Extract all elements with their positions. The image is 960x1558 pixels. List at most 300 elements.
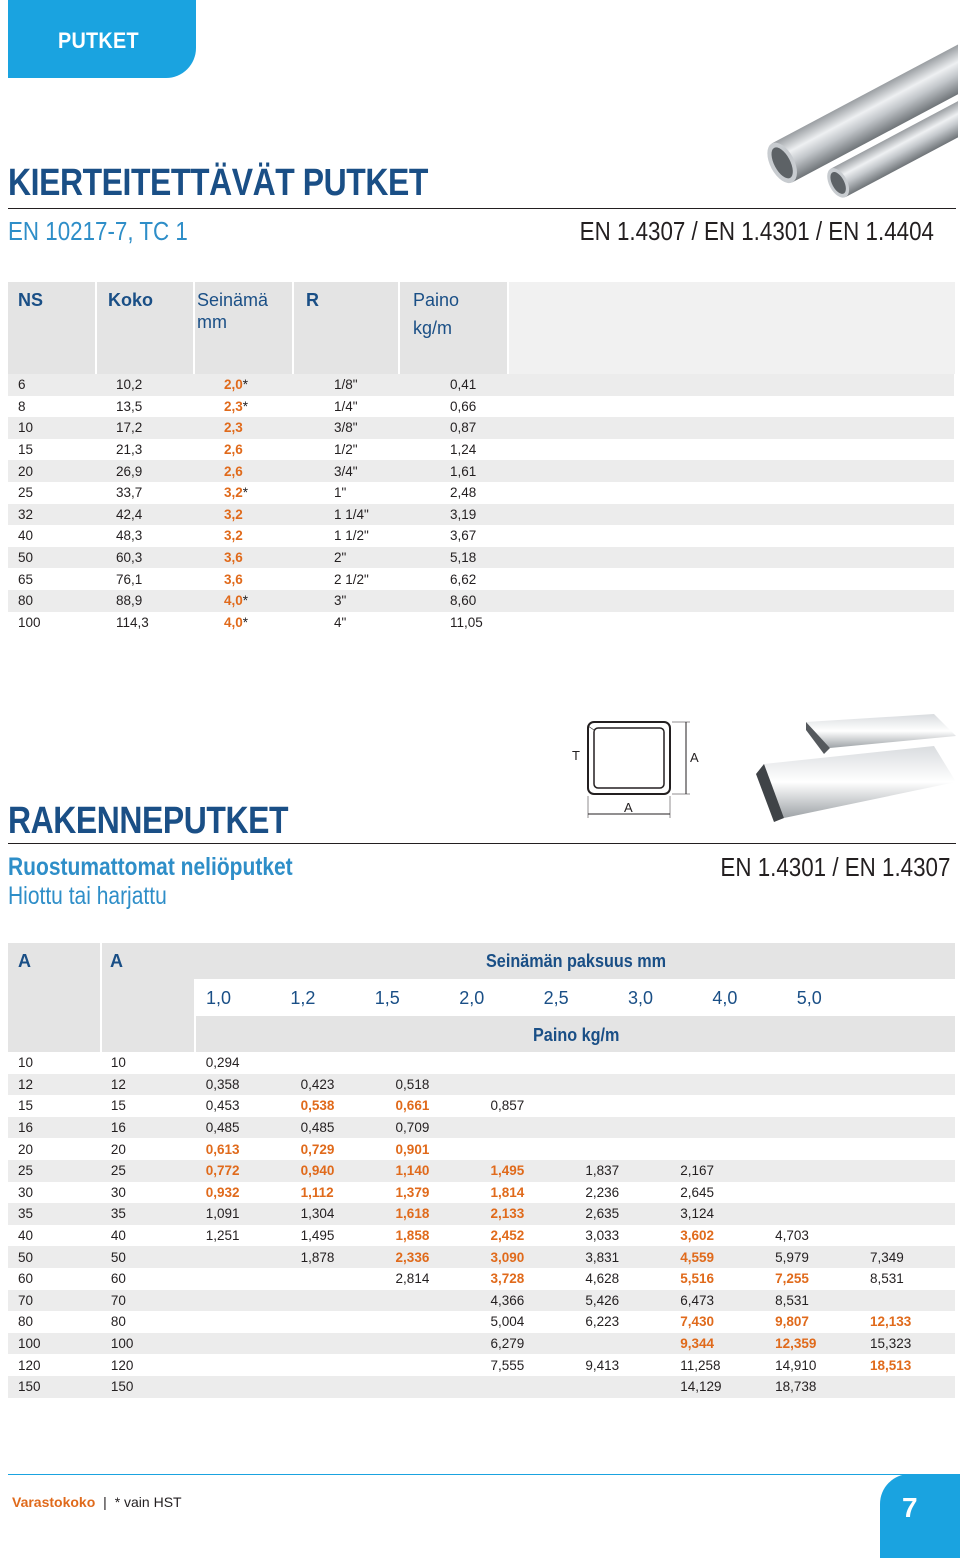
table-cell: 0,940 xyxy=(291,1160,386,1182)
table-cell: 20 xyxy=(18,1141,34,1157)
table-cell: 30 xyxy=(18,1184,34,1200)
table-cell: 40 xyxy=(18,1228,34,1244)
table-cell: 3,67 xyxy=(450,528,477,544)
section2-title: RAKENNEPUTKET xyxy=(8,800,289,842)
table-cell: 5,426 xyxy=(575,1290,670,1312)
table-cell xyxy=(575,1095,670,1117)
thickness-label: 4,0 xyxy=(712,988,738,1008)
table-cell: 0,857 xyxy=(490,1098,525,1114)
table-cell: 42,4 xyxy=(106,504,214,526)
table-cell: 12,359 xyxy=(765,1333,860,1355)
table-cell xyxy=(670,1117,765,1139)
table-cell-empty xyxy=(550,460,954,482)
table-cell: 0,613 xyxy=(205,1141,240,1157)
table-row xyxy=(8,1117,955,1139)
table-cell: 80 xyxy=(110,1314,126,1330)
table1 xyxy=(8,374,954,633)
table-cell xyxy=(291,1311,386,1333)
table-cell: 50 xyxy=(8,1246,101,1268)
table-row xyxy=(8,1246,955,1268)
table-cell xyxy=(765,1095,860,1117)
table-cell: 2,0* xyxy=(214,374,324,396)
table-cell xyxy=(196,1311,291,1333)
section-tab xyxy=(8,0,196,78)
table-cell: 25 xyxy=(8,1160,101,1182)
table-cell: 0,729 xyxy=(300,1141,335,1157)
table-cell: 0,294 xyxy=(205,1055,240,1071)
table-cell: 3,728 xyxy=(490,1271,525,1287)
table-cell: 150 xyxy=(8,1376,101,1398)
table-cell-empty xyxy=(550,439,954,461)
table-cell xyxy=(670,1052,765,1074)
table-cell xyxy=(386,1333,481,1355)
table-cell: 1,112 xyxy=(300,1184,334,1200)
table-cell: 50 xyxy=(101,1246,196,1268)
table-cell: 7,349 xyxy=(860,1246,955,1268)
table2 xyxy=(8,1052,955,1398)
table-cell: 60 xyxy=(110,1271,126,1287)
table-cell: 2,48 xyxy=(450,485,477,501)
section2-rule xyxy=(8,843,956,844)
square-tube-diagram xyxy=(566,716,712,820)
table1-divider xyxy=(193,282,195,374)
table-cell: 1 1/4" xyxy=(324,504,440,526)
table2-divider xyxy=(100,943,102,1052)
table-cell: 35 xyxy=(101,1203,196,1225)
table-cell: 3,2 xyxy=(224,528,243,544)
table1-divider xyxy=(292,282,294,374)
page-number-box xyxy=(880,1474,960,1558)
table-cell: 2,133 xyxy=(480,1203,575,1225)
section2-standard: EN 1.4301 / EN 1.4307 xyxy=(720,852,950,882)
table-cell xyxy=(670,1074,765,1096)
table-cell xyxy=(386,1052,481,1074)
table-cell xyxy=(860,1290,955,1312)
table-cell: 0,485 xyxy=(196,1117,291,1139)
table-cell: 1,878 xyxy=(291,1246,386,1268)
col-ns: NS xyxy=(18,290,44,310)
table-cell: 100 xyxy=(18,614,41,630)
table-row xyxy=(8,1074,955,1096)
table-cell xyxy=(480,1117,575,1139)
table-cell-empty xyxy=(550,482,954,504)
table-cell: 0,485 xyxy=(291,1117,386,1139)
table-cell: 15 xyxy=(18,442,34,458)
table-cell: 12 xyxy=(8,1074,101,1096)
table-cell: 1,24 xyxy=(450,442,477,458)
footer-stock-label: Varastokoko xyxy=(12,1494,96,1510)
table-cell: 3" xyxy=(324,590,440,612)
table-cell: 15 xyxy=(110,1098,126,1114)
table-cell: 30 xyxy=(110,1184,126,1200)
table-cell xyxy=(196,1354,291,1376)
table-cell: 60 xyxy=(18,1271,34,1287)
table-cell xyxy=(765,1138,860,1160)
table-cell: 2,814 xyxy=(395,1271,430,1287)
col-a1: A xyxy=(18,951,31,971)
table-cell xyxy=(480,1376,575,1398)
table-cell: 5,979 xyxy=(765,1246,860,1268)
table-cell: 70 xyxy=(8,1290,101,1312)
col-a2: A xyxy=(110,951,123,971)
table-cell: 9,807 xyxy=(775,1314,809,1330)
table-row xyxy=(8,547,954,569)
table-row xyxy=(8,568,954,590)
table-cell: 1,140 xyxy=(386,1160,481,1182)
table-cell: 32 xyxy=(8,504,106,526)
table-cell xyxy=(291,1376,386,1398)
table-cell: 0,87 xyxy=(440,417,550,439)
table-cell: 21,3 xyxy=(116,442,143,458)
table-row xyxy=(8,1203,955,1225)
diagram-label-t: T xyxy=(572,748,580,763)
table-cell xyxy=(765,1052,860,1074)
square-tubes-image xyxy=(734,708,956,828)
table-cell: 2,635 xyxy=(575,1203,670,1225)
table-cell: 2,236 xyxy=(585,1184,620,1200)
table-cell: 0,661 xyxy=(395,1098,430,1114)
thickness-label: 1,5 xyxy=(374,988,400,1008)
table-cell: 3,033 xyxy=(585,1228,620,1244)
table-cell: 8 xyxy=(18,398,26,414)
table-cell: 2,3* xyxy=(224,398,249,414)
table-cell: 60,3 xyxy=(106,547,214,569)
section2-subtitle2: Hiottu tai harjattu xyxy=(8,882,167,910)
table-row xyxy=(8,504,954,526)
table-cell-empty xyxy=(550,396,954,418)
table-cell: 33,7 xyxy=(116,485,143,501)
table2-divider xyxy=(194,979,196,1052)
table-cell: 18,513 xyxy=(870,1357,912,1373)
table-cell: 3,831 xyxy=(575,1246,670,1268)
table1-divider xyxy=(398,282,400,374)
thickness-label: 5,0 xyxy=(796,988,822,1008)
table-cell xyxy=(196,1246,291,1268)
table-cell: 1,091 xyxy=(196,1203,291,1225)
table-row xyxy=(8,1052,955,1074)
table-cell: 12 xyxy=(101,1074,196,1096)
table-cell: 0,538 xyxy=(300,1098,335,1114)
table-cell xyxy=(291,1290,386,1312)
table-cell xyxy=(765,1074,860,1096)
table-row xyxy=(8,417,954,439)
table-cell: 120 xyxy=(18,1357,41,1373)
table-cell: 0,772 xyxy=(196,1160,291,1182)
table-cell: 4,0* xyxy=(214,590,324,612)
table-cell xyxy=(196,1268,291,1290)
table-cell: 35 xyxy=(8,1203,101,1225)
table-cell-empty xyxy=(550,504,954,526)
table-cell: 70 xyxy=(101,1290,196,1312)
group-header: Seinämän paksuus mm xyxy=(486,951,667,971)
table-cell: 6 xyxy=(8,374,106,396)
table-cell: 8,531 xyxy=(765,1290,860,1312)
table-cell: 25 xyxy=(18,485,34,501)
table-cell: 2,645 xyxy=(680,1184,715,1200)
table-row xyxy=(8,525,954,547)
table-row xyxy=(8,1182,955,1204)
table-cell: 0,709 xyxy=(386,1117,481,1139)
col-seinama: Seinämä xyxy=(197,290,269,310)
table-cell xyxy=(575,1138,670,1160)
table-cell: 1/8" xyxy=(324,374,440,396)
table-cell: 14,910 xyxy=(775,1357,817,1373)
table-cell: 0,453 xyxy=(205,1098,240,1114)
table-cell: 11,05 xyxy=(450,614,483,630)
table-cell: 1,379 xyxy=(395,1184,430,1200)
table-cell xyxy=(670,1138,765,1160)
table-cell: 1,618 xyxy=(386,1203,481,1225)
table-cell-empty xyxy=(550,374,954,396)
table-cell: 3/8" xyxy=(324,417,440,439)
table-cell: 40 xyxy=(18,528,34,544)
table-row xyxy=(8,1376,955,1398)
table-cell xyxy=(765,1182,860,1204)
table-cell: 1,495 xyxy=(300,1228,335,1244)
table-row xyxy=(8,1160,955,1182)
table-cell xyxy=(765,1160,860,1182)
table-row xyxy=(8,1354,955,1376)
table-cell: 4,628 xyxy=(585,1271,620,1287)
table-cell: 2,336 xyxy=(386,1246,481,1268)
table-cell: 3,6 xyxy=(214,547,324,569)
table-cell xyxy=(860,1074,955,1096)
table-cell: 0,41 xyxy=(440,374,550,396)
table-cell: 5,18 xyxy=(440,547,550,569)
table-cell: 0,358 xyxy=(196,1074,291,1096)
table-cell: 0,423 xyxy=(291,1074,386,1096)
table-cell: 15,323 xyxy=(860,1333,955,1355)
table-cell: 3,6 xyxy=(224,571,243,587)
table-cell: 13,5 xyxy=(116,398,143,414)
table-cell: 40 xyxy=(110,1228,126,1244)
table-cell xyxy=(575,1117,670,1139)
footer-hst-note: * vain HST xyxy=(114,1494,182,1510)
table-cell: 2" xyxy=(324,547,440,569)
table-cell xyxy=(575,1074,670,1096)
table-cell: 3,19 xyxy=(440,504,550,526)
col-paino: Paino xyxy=(413,290,460,310)
table-cell: 0,66 xyxy=(450,398,477,414)
table-cell: 7,255 xyxy=(775,1271,809,1287)
table-row xyxy=(8,439,954,461)
table-cell-empty xyxy=(550,568,954,590)
table-cell: 1,837 xyxy=(575,1160,670,1182)
table-row xyxy=(8,612,954,634)
table-cell xyxy=(670,1095,765,1117)
thickness-label: 3,0 xyxy=(628,988,654,1008)
table-cell: 1,61 xyxy=(440,460,550,482)
table-cell-empty xyxy=(550,590,954,612)
col-r: R xyxy=(306,290,319,310)
table-cell: 1/4" xyxy=(334,398,358,414)
table-cell: 4,0* xyxy=(224,614,249,630)
table-cell xyxy=(860,1203,955,1225)
table-cell xyxy=(765,1117,860,1139)
col-seinama-unit: mm xyxy=(197,312,227,332)
table-cell xyxy=(196,1376,291,1398)
table-cell xyxy=(860,1160,955,1182)
table-cell: 10 xyxy=(8,417,106,439)
table1-divider xyxy=(95,282,97,374)
table-cell: 7,430 xyxy=(680,1314,715,1330)
table-cell: 18,738 xyxy=(765,1376,860,1398)
table-cell xyxy=(291,1354,386,1376)
table-cell: 0,932 xyxy=(205,1184,240,1200)
footer-note xyxy=(12,1494,182,1510)
table-row xyxy=(8,396,954,418)
footer-separator: | xyxy=(103,1494,107,1510)
table-cell: 16 xyxy=(8,1117,101,1139)
table-cell: 1,304 xyxy=(291,1203,386,1225)
table-cell: 12,133 xyxy=(870,1314,912,1330)
table-cell: 16 xyxy=(101,1117,196,1139)
table-cell: 3,602 xyxy=(680,1228,715,1244)
table-cell xyxy=(575,1333,670,1355)
table-cell: 150 xyxy=(101,1376,196,1398)
table-cell: 100 xyxy=(101,1333,196,1355)
table-row xyxy=(8,1311,955,1333)
table-cell: 0,901 xyxy=(395,1141,430,1157)
table-row xyxy=(8,1290,955,1312)
table-cell: 5,516 xyxy=(680,1271,715,1287)
table-cell: 1,251 xyxy=(205,1228,240,1244)
table-cell: 2,167 xyxy=(670,1160,765,1182)
table-cell: 6,62 xyxy=(450,571,477,587)
table-row xyxy=(8,460,954,482)
col-koko: Koko xyxy=(108,290,153,310)
table-cell: 20 xyxy=(110,1141,126,1157)
table-cell xyxy=(386,1290,481,1312)
table-cell: 3,2* xyxy=(224,485,249,501)
table-cell xyxy=(860,1225,955,1247)
table-cell: 15 xyxy=(18,1098,34,1114)
table-cell: 2,3 xyxy=(214,417,324,439)
table-row xyxy=(8,590,954,612)
table-cell-empty xyxy=(550,417,954,439)
table-cell: 1,858 xyxy=(395,1228,430,1244)
table-cell: 2,6 xyxy=(214,460,324,482)
table-row xyxy=(8,374,954,396)
thickness-label: 1,0 xyxy=(206,988,232,1008)
table-cell: 114,3 xyxy=(116,614,149,630)
table-cell: 14,129 xyxy=(670,1376,765,1398)
table-cell: 11,258 xyxy=(680,1357,721,1373)
table-cell xyxy=(575,1376,670,1398)
table-cell xyxy=(480,1074,575,1096)
table-cell: 2,452 xyxy=(490,1228,525,1244)
thickness-label: 2,5 xyxy=(543,988,569,1008)
table-cell: 1/2" xyxy=(334,442,358,458)
table-cell: 1 1/2" xyxy=(334,528,369,544)
table-cell: 120 xyxy=(110,1357,134,1373)
table-cell xyxy=(386,1311,481,1333)
table-cell xyxy=(860,1117,955,1139)
section1-title: KIERTEITETTÄVÄT PUTKET xyxy=(8,162,428,204)
thickness-label: 1,2 xyxy=(290,988,316,1008)
table-cell: 3,2 xyxy=(214,504,324,526)
table-cell-empty xyxy=(550,525,954,547)
table-cell-empty xyxy=(550,547,954,569)
table-cell xyxy=(860,1138,955,1160)
table-cell: 5,004 xyxy=(490,1314,525,1330)
table-cell: 2,6 xyxy=(224,442,243,458)
table-cell xyxy=(765,1203,860,1225)
table-cell xyxy=(291,1268,386,1290)
table-cell: 88,9 xyxy=(106,590,214,612)
table-cell: 6,473 xyxy=(670,1290,765,1312)
table-cell xyxy=(860,1052,955,1074)
table-row xyxy=(8,1268,955,1290)
table-row xyxy=(8,1095,955,1117)
table-cell xyxy=(480,1052,575,1074)
table-cell: 2 1/2" xyxy=(334,571,369,587)
table-cell: 100 xyxy=(8,1333,101,1355)
table-cell: 50 xyxy=(8,547,106,569)
table-row xyxy=(8,482,954,504)
col-paino-unit: kg/m xyxy=(413,318,453,338)
table-cell xyxy=(196,1333,291,1355)
table-cell xyxy=(196,1290,291,1312)
table-cell: 8,60 xyxy=(440,590,550,612)
table-cell: 3,090 xyxy=(480,1246,575,1268)
table-cell xyxy=(386,1376,481,1398)
table-cell: 9,344 xyxy=(670,1333,765,1355)
table-row xyxy=(8,1333,955,1355)
table-cell: 17,2 xyxy=(106,417,214,439)
table-cell-empty xyxy=(550,612,954,634)
table-cell: 1" xyxy=(334,485,347,501)
table-cell: 0,518 xyxy=(386,1074,481,1096)
table-cell: 4,559 xyxy=(670,1246,765,1268)
table-cell xyxy=(386,1354,481,1376)
section2-subtitle1: Ruostumattomat neliöputket xyxy=(8,853,293,881)
table-cell: 10 xyxy=(18,1055,34,1071)
table-cell: 8,531 xyxy=(870,1271,904,1287)
table-cell xyxy=(575,1052,670,1074)
thickness-label: 2,0 xyxy=(459,988,485,1008)
diagram-label-a-right: A xyxy=(690,750,699,765)
table-cell: 26,9 xyxy=(106,460,214,482)
section1-standard-left: EN 10217-7, TC 1 xyxy=(8,216,188,246)
table-cell: 4" xyxy=(334,614,347,630)
table-cell: 6,223 xyxy=(585,1314,620,1330)
table2-header-row1 xyxy=(8,943,955,979)
table-cell: 1,495 xyxy=(480,1160,575,1182)
table-cell: 20 xyxy=(8,460,106,482)
weight-header: Paino kg/m xyxy=(533,1025,620,1045)
table-cell: 10,2 xyxy=(106,374,214,396)
table-cell: 9,413 xyxy=(585,1357,620,1373)
pipes-image xyxy=(748,30,958,200)
table-cell: 3/4" xyxy=(324,460,440,482)
table-cell: 7,555 xyxy=(490,1357,525,1373)
table-cell: 3,124 xyxy=(670,1203,765,1225)
section-tab-label: PUTKET xyxy=(58,28,139,53)
table-cell: 4,366 xyxy=(480,1290,575,1312)
table-cell: 25 xyxy=(101,1160,196,1182)
table-cell xyxy=(480,1138,575,1160)
table-cell: 80 xyxy=(18,1314,34,1330)
table-cell: 10 xyxy=(110,1055,126,1071)
section1-rule xyxy=(8,208,956,209)
table-cell: 6,279 xyxy=(480,1333,575,1355)
diagram-label-a-bottom: A xyxy=(624,800,633,815)
table-cell: 76,1 xyxy=(116,571,143,587)
table-row xyxy=(8,1138,955,1160)
section1-standard-right: EN 1.4307 / EN 1.4301 / EN 1.4404 xyxy=(579,216,934,246)
table-cell: 48,3 xyxy=(116,528,143,544)
